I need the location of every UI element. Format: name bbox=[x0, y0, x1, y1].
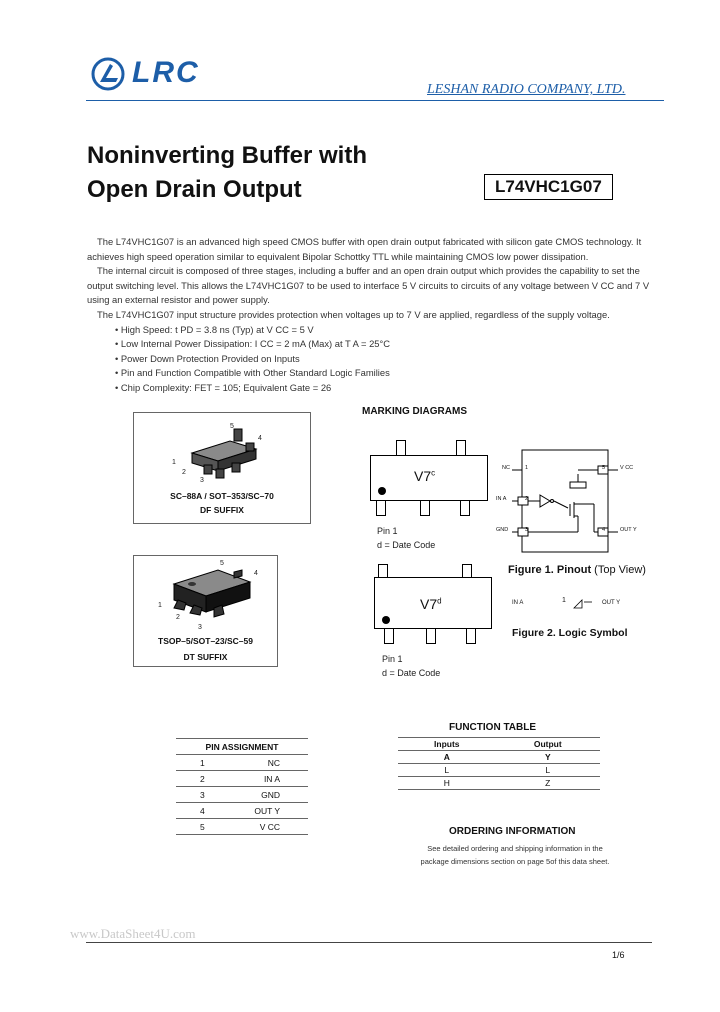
figure-2-caption: Figure 2. Logic Symbol bbox=[512, 627, 628, 639]
buffer-symbol-icon bbox=[570, 598, 600, 612]
table-row bbox=[398, 777, 600, 790]
marking-diagram-2 bbox=[374, 564, 494, 646]
pin-label: 5 bbox=[230, 423, 234, 430]
page-number: 1/6 bbox=[612, 950, 625, 960]
pin-label: 3 bbox=[200, 477, 204, 484]
part-number: L74VHC1G07 bbox=[484, 174, 613, 200]
code-text: V7 bbox=[420, 596, 438, 612]
list-item: • High Speed: t PD = 3.8 ns (Typ) at V CC = 5 V bbox=[115, 323, 314, 335]
title-line-2: Open Drain Output bbox=[87, 176, 302, 203]
pinout-figure bbox=[494, 446, 644, 556]
lead bbox=[376, 500, 386, 516]
watermark-url: www.DataSheet4U.com bbox=[70, 926, 196, 941]
package-name: TSOP–5/SOT–23/SC–59 bbox=[158, 636, 253, 646]
function-table-title: FUNCTION TABLE bbox=[449, 722, 537, 733]
figure-1-caption bbox=[508, 564, 646, 576]
logic-output-label: OUT Y bbox=[602, 600, 621, 606]
package-name: SC–88A / SOT–353/SC–70 bbox=[170, 491, 274, 501]
marking-code bbox=[420, 596, 442, 612]
feature-list bbox=[87, 323, 657, 396]
logic-symbol bbox=[512, 596, 632, 614]
pin1-label: Pin 1 bbox=[382, 654, 403, 664]
col-a: A bbox=[398, 751, 496, 764]
lead bbox=[466, 628, 476, 644]
pin-table-header: PIN ASSIGNMENT bbox=[176, 739, 308, 755]
pin-number: 1 bbox=[525, 465, 529, 471]
intro-text bbox=[87, 235, 657, 396]
pin-num: 1 bbox=[176, 755, 224, 771]
pin-name: IN A bbox=[224, 771, 308, 787]
cell-y: Z bbox=[496, 777, 600, 790]
title-line-1: Noninverting Buffer with bbox=[87, 142, 367, 169]
pin-num: 5 bbox=[176, 819, 224, 835]
table-row bbox=[398, 764, 600, 777]
lrc-logo-icon bbox=[90, 56, 126, 92]
pin-name: V CC bbox=[224, 819, 308, 835]
package-sc88a-icon bbox=[134, 413, 310, 493]
list-item: • Chip Complexity: FET = 105; Equivalent Gate = 26 bbox=[115, 381, 332, 393]
pin-num: 4 bbox=[176, 803, 224, 819]
ordering-line-1: See detailed ordering and shipping information in the bbox=[427, 844, 603, 853]
header-rule bbox=[86, 100, 664, 101]
col-y: Y bbox=[496, 751, 600, 764]
logo-text: LRC bbox=[132, 56, 200, 89]
pin-name: OUT Y bbox=[224, 803, 308, 819]
cell-y: L bbox=[496, 764, 600, 777]
pin-label: 4 bbox=[254, 570, 258, 577]
company-name: LESHAN RADIO COMPANY, LTD. bbox=[427, 82, 626, 97]
caption-rest: (Top View) bbox=[591, 564, 646, 576]
pin-num: 2 bbox=[176, 771, 224, 787]
col-inputs: Inputs bbox=[398, 738, 496, 751]
ordering-line-2: package dimensions section on page 5of this data sheet. bbox=[420, 857, 610, 866]
pin-name: V CC bbox=[620, 465, 634, 471]
pin-num: 3 bbox=[176, 787, 224, 803]
pin-number: 3 bbox=[525, 527, 529, 533]
pin-number: 2 bbox=[525, 496, 529, 502]
pin-assignment-table bbox=[176, 738, 308, 835]
lead bbox=[420, 500, 430, 516]
package-sc88a bbox=[133, 412, 311, 524]
code-sup: c bbox=[431, 468, 436, 478]
pin-label: 3 bbox=[198, 624, 202, 631]
cell-a: H bbox=[398, 777, 496, 790]
pin-number: 4 bbox=[602, 527, 606, 533]
table-row bbox=[176, 755, 308, 771]
package-suffix: DF SUFFIX bbox=[200, 505, 244, 515]
list-item: • Low Internal Power Dissipation: I CC = 2 mA (Max) at T A = 25°C bbox=[115, 338, 391, 350]
marking-diagram-1 bbox=[370, 440, 490, 520]
pin1-label: Pin 1 bbox=[377, 526, 398, 536]
logic-input-label: IN A bbox=[512, 600, 524, 606]
pin1-dot-icon bbox=[382, 616, 390, 624]
pin-name: NC bbox=[502, 465, 510, 471]
intro-para-2: The internal circuit is composed of three stages, including a buffer and an open drain output which provides the capability to set the output switching level. This allows the L74VHC1G07 to be used to interface 5 V circuits to circuits of any voltage between V CC and 7 V using an external resistor and power supply. bbox=[87, 265, 650, 306]
pin-number: 5 bbox=[602, 465, 606, 471]
pin1-dot-icon bbox=[378, 487, 386, 495]
pin-name: GND bbox=[496, 527, 509, 533]
pin-label: 2 bbox=[176, 614, 180, 621]
lead bbox=[384, 628, 394, 644]
table-row bbox=[176, 819, 308, 835]
package-suffix: DT SUFFIX bbox=[183, 652, 228, 662]
table-row bbox=[176, 787, 308, 803]
table-row bbox=[176, 771, 308, 787]
page-title bbox=[87, 139, 367, 207]
pin-name: NC bbox=[224, 755, 308, 771]
pinout-diagram-icon bbox=[494, 446, 644, 556]
ordering-text bbox=[400, 842, 630, 868]
list-item: • Pin and Function Compatible with Other Standard Logic Families bbox=[115, 367, 390, 379]
intro-para-1: The L74VHC1G07 is an advanced high speed CMOS buffer with open drain output fabricated with silicon gate CMOS technology. It achieves high speed operation similar to equivalent Bipolar Schottky TTL while maintaining CMOS low power dissipation. bbox=[87, 236, 642, 262]
pin-label: 1 bbox=[172, 459, 176, 466]
pin-name: OUT Y bbox=[620, 527, 637, 533]
lead bbox=[426, 628, 436, 644]
logo bbox=[90, 56, 220, 96]
footer-rule bbox=[86, 942, 652, 943]
package-tsop5-icon bbox=[134, 556, 277, 636]
list-item: • Power Down Protection Provided on Inputs bbox=[115, 352, 300, 364]
code-text: V7 bbox=[414, 468, 432, 484]
pin-name: IN A bbox=[496, 496, 507, 502]
code-sup: d bbox=[437, 596, 442, 606]
marking-heading: MARKING DIAGRAMS bbox=[362, 406, 467, 417]
ordering-title: ORDERING INFORMATION bbox=[449, 826, 576, 837]
intro-para-3: The L74VHC1G07 input structure provides protection when voltages up to 7 V are applied, regardless of the supply voltage. bbox=[97, 308, 610, 320]
table-row bbox=[176, 803, 308, 819]
pin-label: 4 bbox=[258, 435, 262, 442]
function-table bbox=[398, 737, 600, 790]
caption-bold: Figure 1. Pinout bbox=[508, 564, 592, 576]
gate-label: 1 bbox=[562, 597, 566, 604]
pin-label: 2 bbox=[182, 469, 186, 476]
package-tsop5 bbox=[133, 555, 278, 667]
pin-name: GND bbox=[224, 787, 308, 803]
cell-a: L bbox=[398, 764, 496, 777]
lead bbox=[460, 500, 470, 516]
date-code-legend: d = Date Code bbox=[377, 540, 436, 550]
pin-label: 1 bbox=[158, 602, 162, 609]
col-output: Output bbox=[496, 738, 600, 751]
date-code-legend: d = Date Code bbox=[382, 668, 441, 678]
marking-code bbox=[414, 468, 435, 484]
pin-label: 5 bbox=[220, 560, 224, 567]
